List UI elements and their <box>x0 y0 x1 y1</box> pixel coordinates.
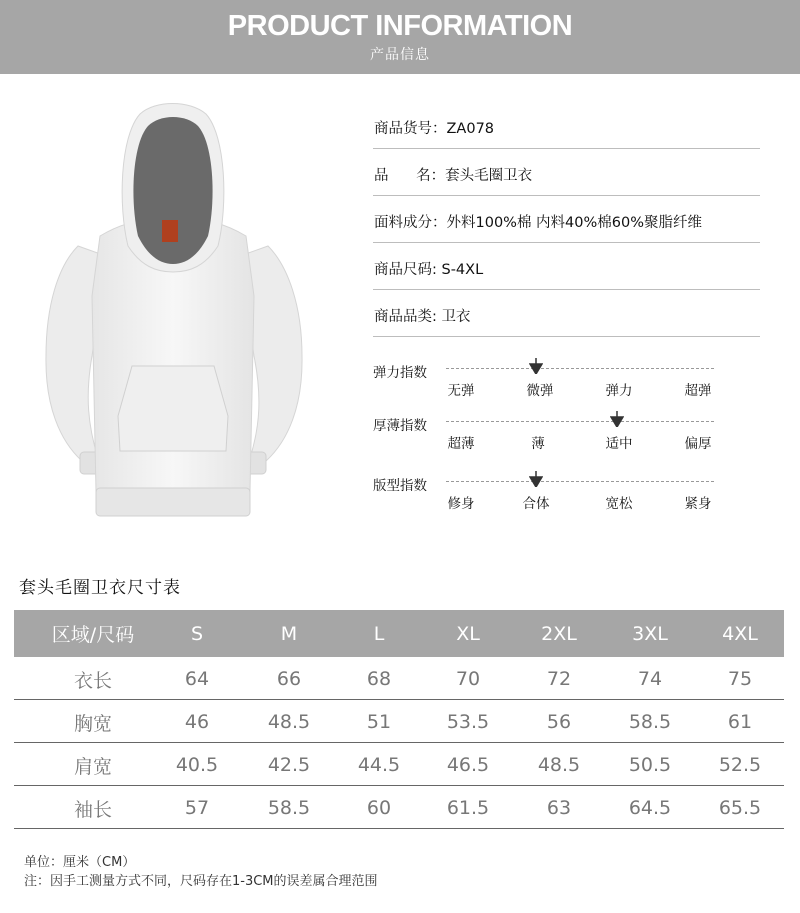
thickness-option: 薄 <box>531 436 545 452</box>
thickness-index-scale <box>446 421 714 422</box>
thickness-option: 适中 <box>605 436 633 452</box>
table-cell: 50.5 <box>628 754 672 776</box>
fit-index-label: 版型指数 <box>373 478 427 494</box>
elasticity-index-scale <box>446 368 714 369</box>
table-cell: 48.5 <box>267 711 311 733</box>
elasticity-option: 无弹 <box>447 383 475 399</box>
row-label: 袖长 <box>73 798 112 821</box>
table-cell: 65.5 <box>718 797 762 819</box>
table-cell: 64 <box>184 668 210 690</box>
table-cell: 46.5 <box>446 754 490 776</box>
table-row <box>14 743 784 786</box>
banner-subtitle: 产品信息 <box>370 47 430 63</box>
header-cell: 2XL <box>541 622 577 645</box>
table-row <box>14 657 784 700</box>
header-cell: 区域/尺码 <box>51 624 135 646</box>
table-cell: 48.5 <box>537 754 581 776</box>
size-chart-title: 套头毛圈卫衣尺寸表 <box>19 578 181 598</box>
table-cell: 51 <box>366 711 392 733</box>
table-row <box>14 700 784 743</box>
header-cell: 3XL <box>632 622 668 645</box>
info-size-range: 商品尺码: S-4XL <box>374 262 484 278</box>
info-category: 商品品类: 卫衣 <box>374 309 471 325</box>
table-cell: 58.5 <box>628 711 672 733</box>
table-cell: 58.5 <box>267 797 311 819</box>
table-cell: 61.5 <box>446 797 490 819</box>
table-cell: 53.5 <box>446 711 490 733</box>
fit-index-scale <box>446 481 714 482</box>
thickness-option: 超薄 <box>447 436 475 452</box>
elasticity-option: 弹力 <box>605 383 633 399</box>
header-cell: L <box>373 622 385 645</box>
header-cell: S <box>190 622 204 645</box>
table-cell: 68 <box>366 668 392 690</box>
info-row-category <box>373 290 760 337</box>
header-banner <box>0 0 800 74</box>
row-label: 胸宽 <box>73 712 112 735</box>
fit-option: 合体 <box>522 496 550 512</box>
info-row-fabric <box>373 196 760 243</box>
table-cell: 46 <box>184 711 210 733</box>
elasticity-marker-icon <box>529 358 543 374</box>
row-label: 肩宽 <box>73 755 112 778</box>
row-label: 衣长 <box>73 669 112 692</box>
elasticity-option: 微弹 <box>526 383 554 399</box>
size-chart-table <box>14 610 784 829</box>
fit-option: 紧身 <box>684 496 712 512</box>
info-fabric: 面料成分：外料100%棉 内料40%棉60%聚脂纤维 <box>374 215 703 231</box>
unit-note: 单位：厘米（CM） <box>24 855 136 870</box>
table-cell: 52.5 <box>718 754 762 776</box>
fit-marker-icon <box>529 471 543 487</box>
elasticity-index-label: 弹力指数 <box>373 365 427 381</box>
table-cell: 57 <box>184 797 210 819</box>
header-cell: 4XL <box>722 622 758 645</box>
table-cell: 40.5 <box>175 754 219 776</box>
table-cell: 42.5 <box>267 754 311 776</box>
banner-title: PRODUCT INFORMATION <box>227 10 573 42</box>
white-hoodie-image <box>40 96 306 526</box>
table-cell: 75 <box>727 668 753 690</box>
info-row-size-range <box>373 243 760 290</box>
header-cell: XL <box>456 622 480 645</box>
table-cell: 70 <box>455 668 481 690</box>
elasticity-option: 超弹 <box>684 383 712 399</box>
size-chart-header-row <box>14 610 784 657</box>
info-row-item-number <box>373 102 760 149</box>
table-cell: 66 <box>276 668 302 690</box>
thickness-marker-icon <box>610 411 624 427</box>
table-cell: 61 <box>727 711 753 733</box>
table-cell: 64.5 <box>628 797 672 819</box>
info-product-name: 品 名：套头毛圈卫衣 <box>374 168 533 184</box>
table-row <box>14 786 784 829</box>
table-cell: 44.5 <box>357 754 401 776</box>
table-cell: 56 <box>546 711 572 733</box>
table-cell: 72 <box>546 668 572 690</box>
thickness-option: 偏厚 <box>684 436 712 452</box>
info-row-product-name <box>373 149 760 196</box>
header-cell: M <box>280 622 298 645</box>
fit-option: 修身 <box>447 496 475 512</box>
table-cell: 60 <box>366 797 392 819</box>
thickness-index-label: 厚薄指数 <box>373 418 427 434</box>
info-item-number: 商品货号：ZA078 <box>374 121 495 137</box>
table-cell: 74 <box>637 668 663 690</box>
fit-option: 宽松 <box>605 496 633 512</box>
measurement-remark: 注：因手工测量方式不同，尺码存在1-3CM的误差属合理范围 <box>24 874 378 889</box>
table-cell: 63 <box>546 797 572 819</box>
